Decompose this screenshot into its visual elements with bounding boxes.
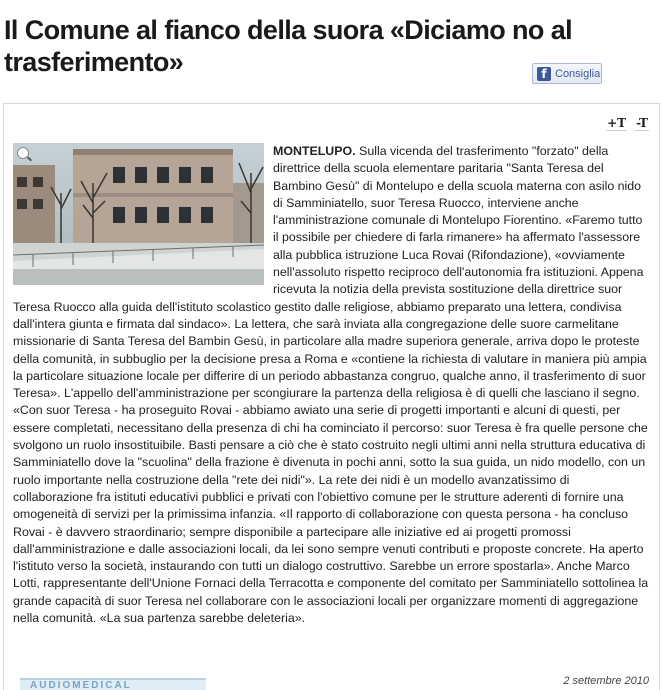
article-title: Il Comune al fianco della suora «Diciamo no al trasferimento» [4,15,573,77]
school-building-image [13,143,264,285]
article-location: MONTELUPO. [273,144,356,158]
article-body-text: Sulla vicenda del trasferimento "forzato" della direttrice della scuola elementare paritaria "Santa Teresa del Bambino Gesù" di Montelupo e della scuola materna con asilo nido di Samminiatello, suor Teresa Ruocco, interviene anche l'amministrazione comunale di Montelupo Fiorentino. «Faremo tutto il possibile per chiedere di farla rimanere» ha affermato l'assessore alla pubblica istruzione Luca Rovai (Rifondazione), «ovviamente nell'assoluto rispetto reciproco dell'autonomia fra istituzioni. Appena ricevuta la notizia della prevista sostituzione della direttrice suor Teresa Ruocco alla guida dell'istituto scolastico gestito dalle religiose, abbiamo preparato una lettera, condivisa dall'intera giunta e firmata dal sindaco». La lettera, che sarà inviata alla congregazione delle suore carmelitane missionarie di Santa Teresa del Bambin Gesù, in particolare alla madre superiora generale, arriva dopo le proteste della comunità, in subbuglio per la decisione presa a Roma e «contiene la richiesta di valutare in maniera più ampia la particolare situazione locale per differire di un periodo abbastanza congruo, qualche anno, il trasferimento di suor Teresa». L'appello dell'amministrazione per scongiurare la partenza della religiosa è di quelli che lasciano il segno. «Con suor Teresa - ha proseguito Rovai - abbiamo awiato una serie di progetti importanti e alcuni di questi, per essere completati, necessitano della presenza di chi ha cominciato il percorso: suor Teresa è fra quelle persone che svolgono un ruolo insostituibile. Basti pensare a ciò che è stato costruito negli ultimi anni nella struttura educativa di Samminiatello dove la "scuolina" della frazione è divenuta in pochi anni, sotto la sua guida, un nido modello, con un ruolo importante nella costruzione della "rete dei nidi"». La rete dei nidi è un modello avanzatissimo di collaborazione fra istituti educativi pubblici e privati con l'obiettivo comune per le strutture aderenti di fornire una omogeneità di servizi per la primissima infanzia. «Il rapporto di collaborazione con questa persona - ha concluso Rovai - è davvero straordinario; sempre disponibile a partecipare alle iniziative ed ai progetti promossi dall'amministrazione e dalle associazioni locali, da lei sono sempre venuti contributi e proposte concrete. Ha aperto l'istituto verso la società, instaurando con tutti un dialogo costruttivo. Sarebbe un errore spostarla». Anche Marco Lotti, rappresentante dell'Unione Fornaci della Terracotta e componente del comitato per Samminiatello sottolinea la grande capacità di suor Teresa nel collaborare con le associazioni locali per organizzare momenti di aggregazione nella comunità. «La sua partenza sarebbe deleteria». [13,144,649,626]
font-decrease-button[interactable]: -T [636,116,648,130]
facebook-like-label: Consiglia [555,67,601,80]
font-increase-button[interactable]: +T [607,116,627,130]
zoom-icon[interactable] [17,147,29,159]
facebook-icon: f [537,67,551,81]
ad-banner[interactable]: AUDIOMEDICAL [20,678,206,690]
facebook-like-button[interactable] [532,63,602,84]
article-photo[interactable] [13,143,264,285]
article-date: 2 settembre 2010 [563,675,649,687]
font-size-tools [606,116,649,131]
article-container [3,103,660,690]
